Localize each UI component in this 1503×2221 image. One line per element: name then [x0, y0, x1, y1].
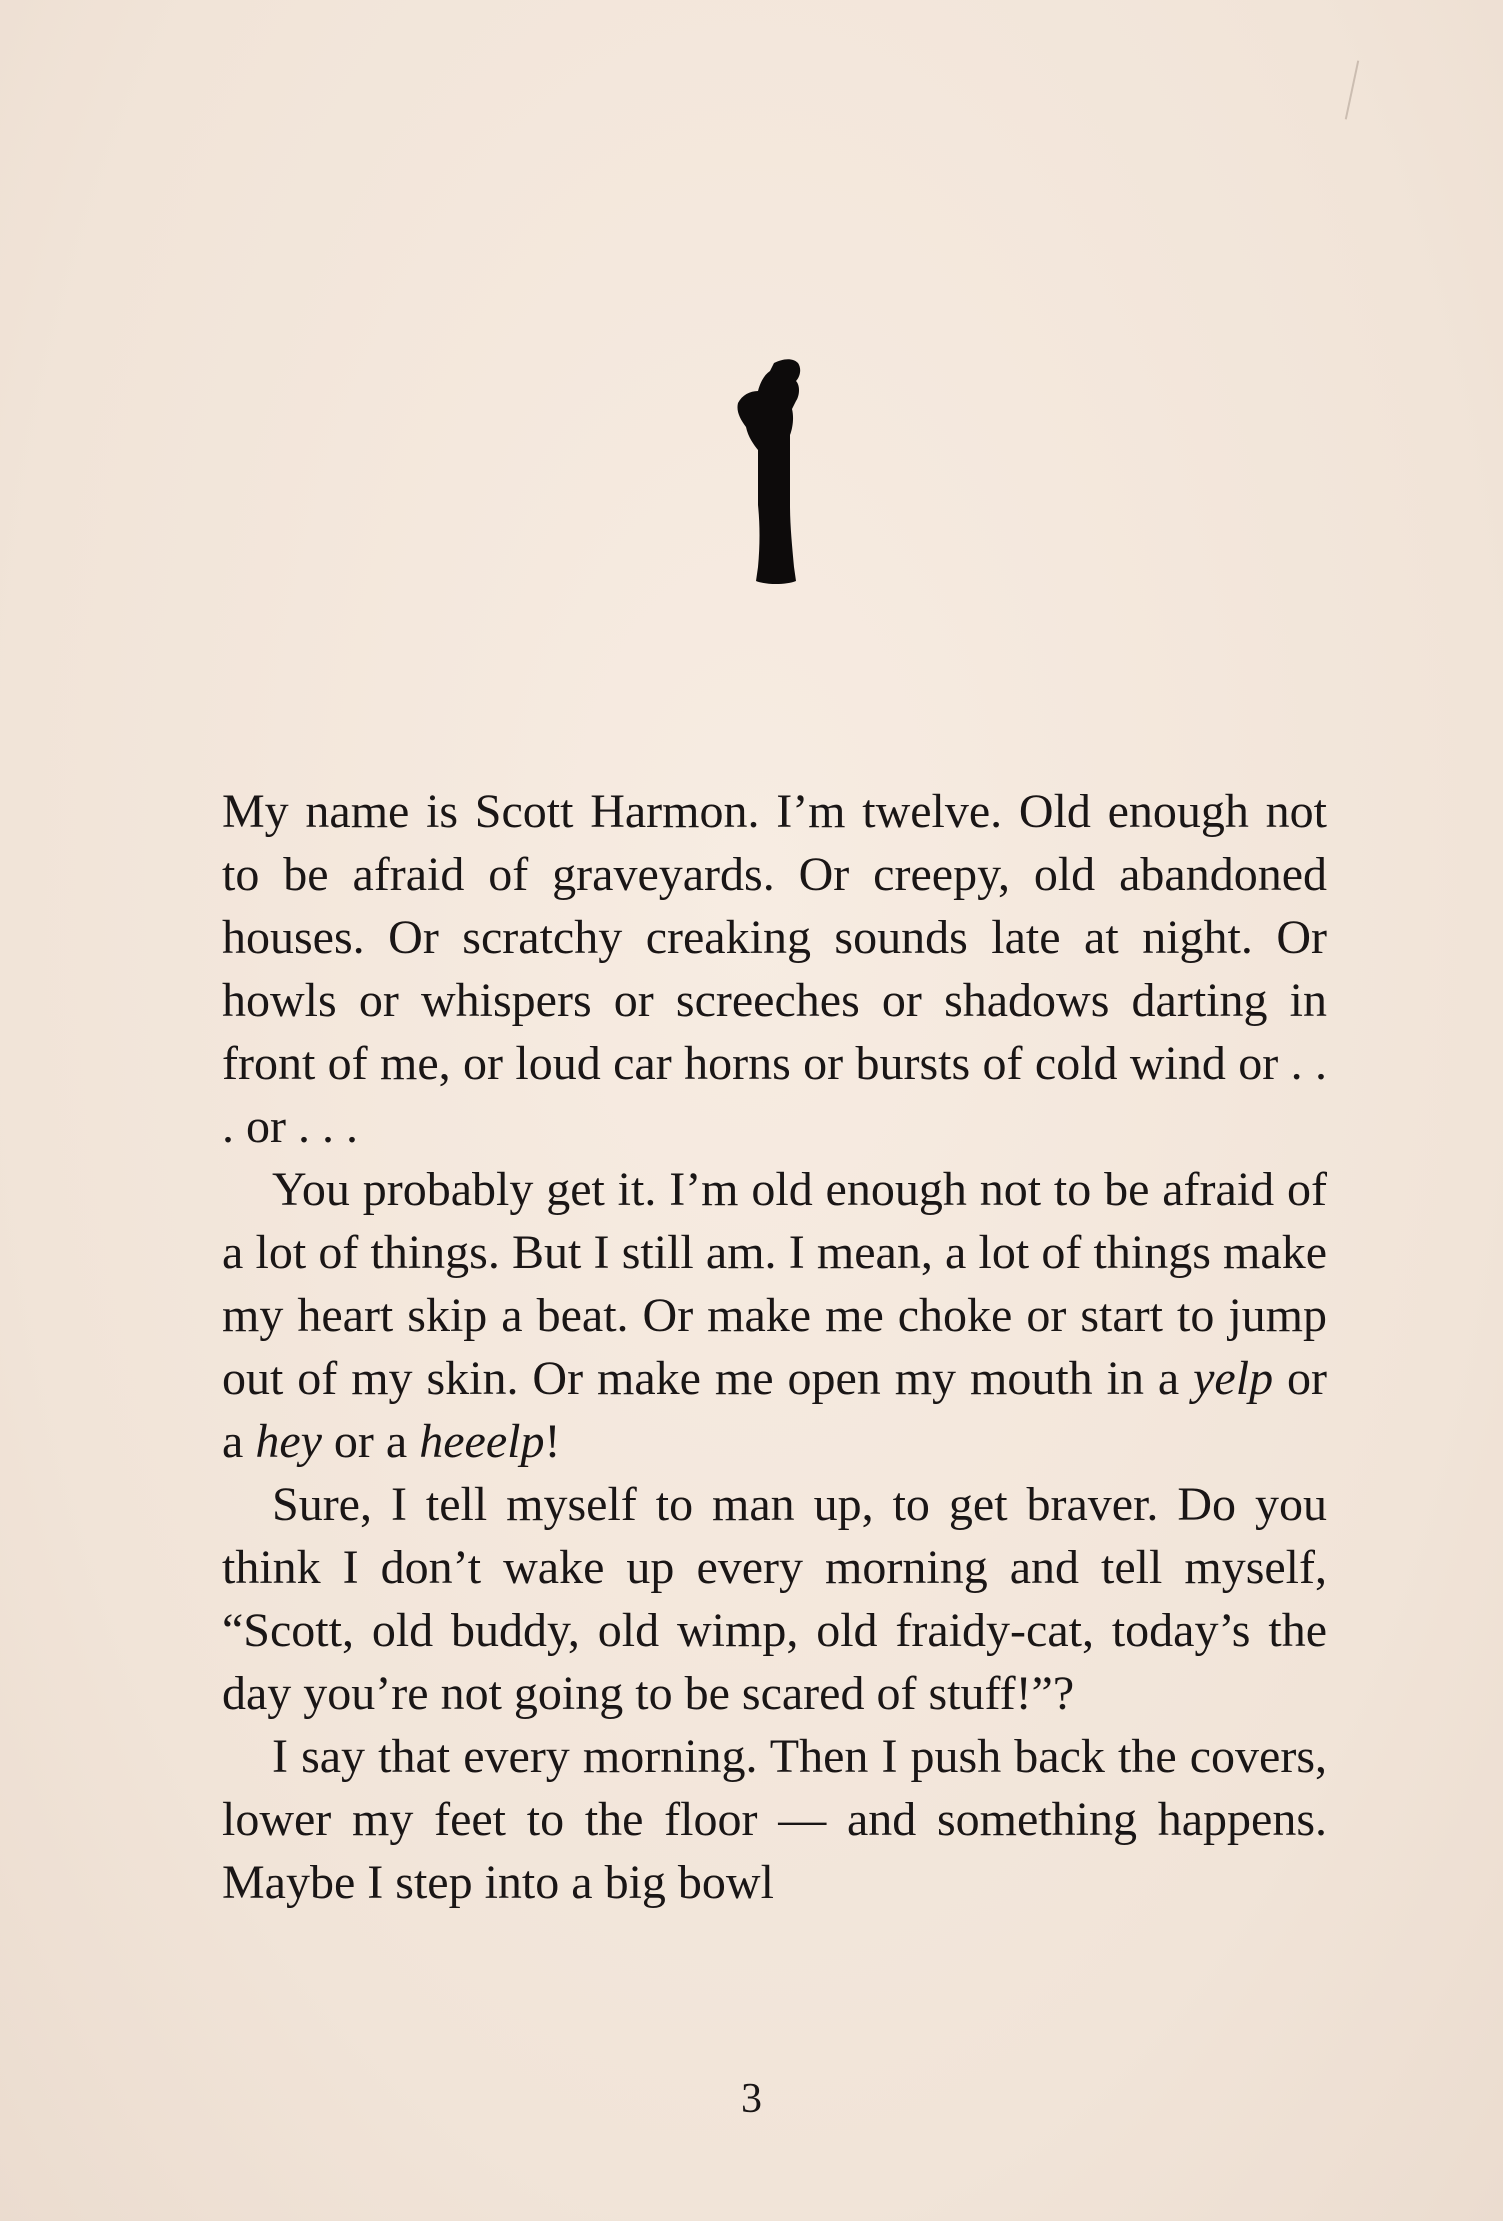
text-segment: I say that every morning. Then I push back the covers, lower my feet to the floor — and something happens. Maybe I step into a big bowl	[222, 1730, 1327, 1909]
text-segment: Sure, I tell myself to man up, to get braver. Do you think I don’t wake up every morning and tell myself, “Scott, old buddy, old wimp, old fraidy-cat, today’s the day you’re not going to be scared of stuff!”?	[222, 1478, 1327, 1720]
page-number: 3	[741, 2076, 762, 2122]
text-segment: My name is Scott Harmon. I’m twelve. Old enough not to be afraid of graveyards. Or creepy, old abandoned houses. Or scratchy creaking sounds late at night. Or howls or whispers or screeches or shadows darting in front of me, or loud car horns or bursts of cold wind or . . . or . . .	[222, 785, 1327, 1153]
text-segment: or a	[222, 1352, 1328, 1468]
text-segment: You probably get it. I’m old enough not to be afraid of a lot of things. But I still am. I mean, a lot of things make my heart skip a beat. Or make me choke or start to jump out of my skin. Or make me open my mouth in a	[222, 1163, 1327, 1405]
paragraph	[222, 1158, 1327, 1473]
paragraph	[222, 1725, 1327, 1914]
page-crease	[1345, 60, 1359, 119]
italic-text: heeelp	[419, 1415, 545, 1468]
silhouette-numeral-one-icon	[730, 355, 820, 585]
paragraph	[222, 1473, 1327, 1725]
text-segment: !	[544, 1415, 561, 1468]
italic-text: hey	[255, 1415, 322, 1468]
chapter-text	[222, 780, 1327, 1914]
paragraph	[222, 780, 1327, 1158]
text-segment: or a	[321, 1415, 420, 1468]
italic-text: yelp	[1193, 1352, 1274, 1405]
